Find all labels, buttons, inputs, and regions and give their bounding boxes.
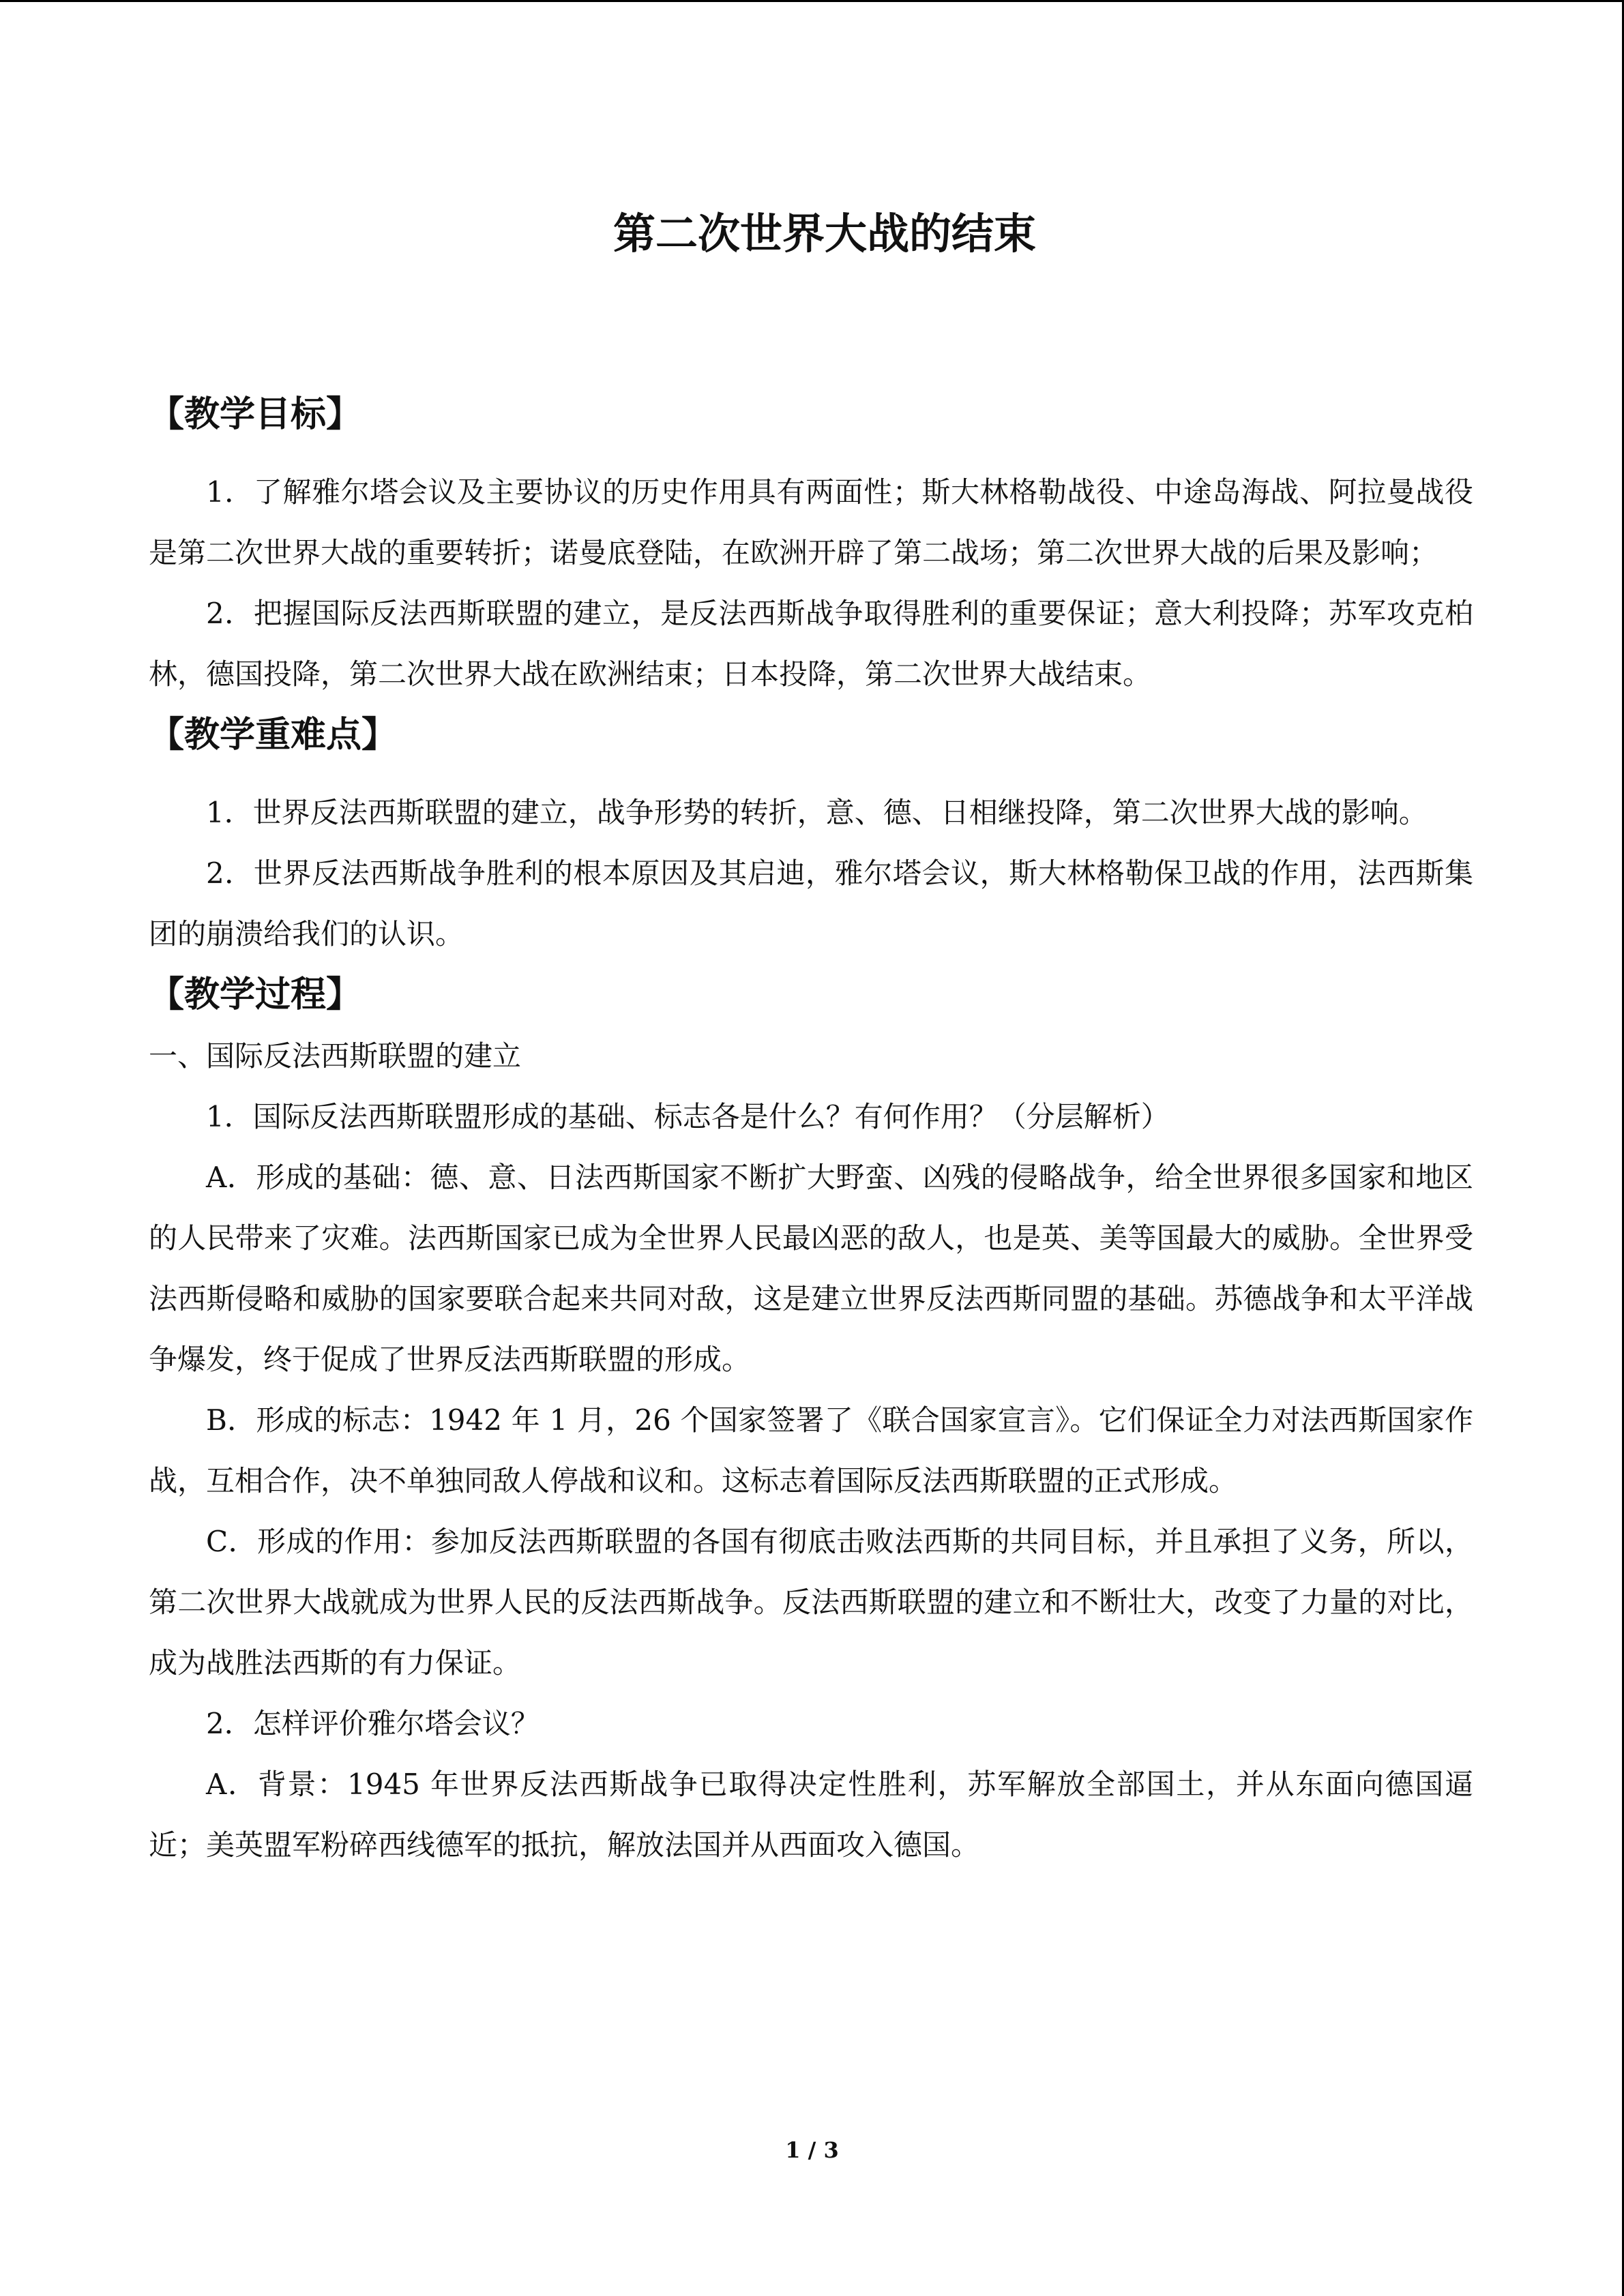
page-number: 1 / 3 — [785, 2137, 839, 2163]
section-heading-key-points: 【教学重难点】 — [149, 715, 398, 756]
objective-item-2: 2．把握国际反法西斯联盟的建立，是反法西斯战争取得胜利的重要保证；意大利投降；苏军攻克柏林，德国投降，第二次世界大战在欧洲结束；日本投降，第二次世界大战结束。 — [149, 597, 1473, 691]
section-objectives — [149, 391, 1473, 704]
question-1-answer-b: B．形成的标志：1942 年 1 月，26 个国家签署了《联合国家宣言》。它们保证全力对法西斯国家作战，互相合作，决不单独同敌人停战和议和。这标志着国际反法西斯联盟的正式形成。 — [149, 1403, 1473, 1497]
question-1-answer-c: C．形成的作用：参加反法西斯联盟的各国有彻底击败法西斯的共同目标，并且承担了义务，所以，第二次世界大战就成为世界人民的反法西斯战争。反法西斯联盟的建立和不断壮大，改变了力量的对比，成为战胜法西斯的有力保证。 — [149, 1525, 1473, 1680]
section-process — [149, 971, 1473, 1875]
key-point-item-2: 2．世界反法西斯战争胜利的根本原因及其启迪，雅尔塔会议，斯大林格勒保卫战的作用，法西斯集团的崩溃给我们的认识。 — [149, 856, 1473, 951]
page-title: 第二次世界大战的结束 — [612, 209, 1036, 258]
key-point-item-1: 1．世界反法西斯联盟的建立，战争形势的转折，意、德、日相继投降，第二次世界大战的影响。 — [206, 796, 1428, 829]
section-heading-process: 【教学过程】 — [149, 974, 362, 1015]
question-1: 1．国际反法西斯联盟形成的基础、标志各是什么？有何作用？（分层解析） — [206, 1100, 1170, 1133]
question-2: 2．怎样评价雅尔塔会议？ — [206, 1707, 540, 1740]
question-1-answer-a: A．形成的基础：德、意、日法西斯国家不断扩大野蛮、凶残的侵略战争，给全世界很多国家和地区的人民带来了灾难。法西斯国家已成为全世界人民最凶恶的敌人，也是英、美等国最大的威胁。全世界受法西斯侵略和威胁的国家要联合起来共同对敌，这是建立世界反法西斯同盟的基础。苏德战争和太平洋战争爆发，终于促成了世界反法西斯联盟的形成。 — [149, 1161, 1473, 1376]
section-heading-objectives: 【教学目标】 — [149, 394, 362, 435]
part1-title: 一、国际反法西斯联盟的建立 — [149, 1039, 522, 1073]
page-content — [149, 207, 1473, 1875]
section-key-points — [149, 711, 1473, 964]
question-2-answer-a: A．背景：1945 年世界反法西斯战争已取得决定性胜利，苏军解放全部国土，并从东面向德国逼近；美英盟军粉碎西线德军的抵抗，解放法国并从西面攻入德国。 — [149, 1768, 1473, 1862]
objective-item-1: 1．了解雅尔塔会议及主要协议的历史作用具有两面性；斯大林格勒战役、中途岛海战、阿拉曼战役是第二次世界大战的重要转折；诺曼底登陆，在欧洲开辟了第二战场；第二次世界大战的后果及影响； — [149, 475, 1473, 569]
